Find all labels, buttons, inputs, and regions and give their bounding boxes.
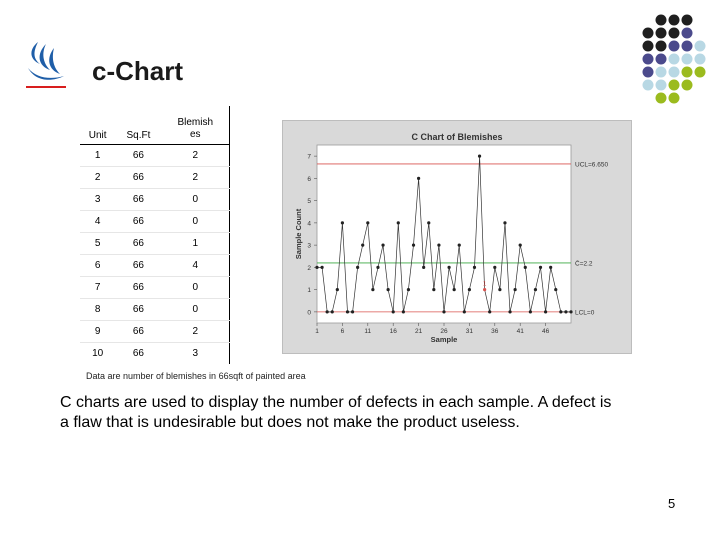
data-point bbox=[529, 310, 532, 313]
decorative-dot bbox=[669, 15, 680, 26]
data-point bbox=[397, 221, 400, 224]
decorative-dot bbox=[643, 80, 654, 91]
cell-unit: 7 bbox=[80, 277, 115, 299]
cell-blemishes: 4 bbox=[162, 255, 230, 277]
data-point bbox=[453, 288, 456, 291]
data-point bbox=[351, 310, 354, 313]
data-point bbox=[503, 221, 506, 224]
table-header-row bbox=[80, 106, 230, 145]
data-point bbox=[320, 266, 323, 269]
decorative-dot bbox=[656, 54, 667, 65]
cell-sqft: 66 bbox=[115, 189, 161, 211]
data-point bbox=[427, 221, 430, 224]
data-point bbox=[488, 310, 491, 313]
decorative-dot bbox=[682, 80, 693, 91]
cell-unit: 2 bbox=[80, 167, 115, 189]
cell-sqft: 66 bbox=[115, 145, 161, 167]
decorative-dot bbox=[669, 67, 680, 78]
data-point bbox=[569, 310, 572, 313]
out-of-control-marker: 1 bbox=[482, 281, 487, 288]
header-blemishes: Blemish es bbox=[162, 106, 230, 145]
table-row bbox=[80, 321, 230, 343]
data-point bbox=[463, 310, 466, 313]
data-point bbox=[493, 266, 496, 269]
y-tick-label: 5 bbox=[307, 198, 311, 206]
cell-unit: 6 bbox=[80, 255, 115, 277]
decorative-dot bbox=[656, 93, 667, 104]
data-point bbox=[336, 288, 339, 291]
decorative-dot bbox=[669, 93, 680, 104]
x-tick-label: 1 bbox=[315, 328, 319, 335]
page-number: 5 bbox=[668, 496, 676, 511]
data-point bbox=[524, 266, 527, 269]
data-point bbox=[417, 177, 420, 180]
decorative-dot bbox=[656, 28, 667, 39]
cell-blemishes: 1 bbox=[162, 233, 230, 255]
x-axis-label: Sample bbox=[430, 335, 458, 344]
table-row bbox=[80, 233, 230, 255]
data-point bbox=[366, 221, 369, 224]
cell-sqft: 66 bbox=[132, 348, 144, 359]
c-chart-panel bbox=[282, 120, 632, 354]
x-tick-label: 31 bbox=[465, 328, 474, 335]
decorative-dot bbox=[669, 54, 680, 65]
data-point bbox=[478, 155, 481, 158]
cell-sqft: 66 bbox=[115, 211, 161, 233]
x-tick-label: 26 bbox=[440, 328, 448, 335]
table-row bbox=[80, 145, 230, 167]
x-tick-label: 6 bbox=[340, 328, 345, 335]
slide-title: c-Chart bbox=[92, 56, 184, 86]
blemish-data-table bbox=[80, 106, 230, 364]
decorative-dot bbox=[656, 41, 667, 52]
x-tick-label: 11 bbox=[364, 328, 372, 335]
data-point bbox=[361, 244, 364, 247]
cell-blemishes: 3 bbox=[192, 348, 199, 359]
data-point bbox=[315, 266, 318, 269]
data-point bbox=[473, 266, 476, 269]
table-row bbox=[80, 343, 230, 365]
cell-sqft: 66 bbox=[115, 299, 161, 321]
data-point bbox=[392, 310, 395, 313]
table-row bbox=[80, 255, 230, 277]
decorative-dot bbox=[682, 15, 693, 26]
data-point bbox=[508, 310, 511, 313]
table-row bbox=[80, 211, 230, 233]
data-point bbox=[544, 310, 547, 313]
decorative-dot-grid bbox=[640, 12, 712, 122]
cell-blemishes: 0 bbox=[162, 211, 230, 233]
table-row bbox=[80, 167, 230, 189]
data-point bbox=[402, 310, 405, 313]
cell-sqft: 66 bbox=[115, 277, 161, 299]
decorative-dot bbox=[656, 80, 667, 91]
cell-blemishes: 0 bbox=[162, 299, 230, 321]
decorative-dot bbox=[695, 67, 706, 78]
y-tick-label: 7 bbox=[307, 153, 311, 161]
decorative-dot bbox=[656, 15, 667, 26]
data-point bbox=[407, 288, 410, 291]
decorative-dot bbox=[695, 41, 706, 52]
cell-sqft: 66 bbox=[115, 233, 161, 255]
data-point bbox=[356, 266, 359, 269]
chart-title: C Chart of Blemishes bbox=[411, 132, 503, 142]
cell-blemishes: 2 bbox=[162, 167, 230, 189]
cell-unit: 3 bbox=[80, 189, 115, 211]
center-label: C̄=2.2 bbox=[575, 260, 593, 268]
cell-sqft: 66 bbox=[115, 321, 161, 343]
table-row bbox=[80, 277, 230, 299]
data-point bbox=[331, 310, 334, 313]
lcl-label: LCL=0 bbox=[575, 309, 595, 317]
data-point bbox=[549, 266, 552, 269]
cell-sqft: 66 bbox=[115, 255, 161, 277]
plot-area bbox=[317, 145, 571, 323]
decorative-dot bbox=[669, 80, 680, 91]
x-tick-label: 41 bbox=[516, 328, 524, 335]
cell-unit: 9 bbox=[80, 321, 115, 343]
out-of-control-point bbox=[483, 288, 486, 291]
data-point bbox=[559, 310, 562, 313]
data-point bbox=[519, 244, 522, 247]
data-point bbox=[346, 310, 349, 313]
decorative-dot bbox=[695, 54, 706, 65]
y-tick-label: 0 bbox=[307, 309, 311, 317]
x-tick-label: 16 bbox=[389, 328, 397, 335]
decorative-dot bbox=[643, 54, 654, 65]
data-point bbox=[539, 266, 542, 269]
y-axis-label: Sample Count bbox=[294, 208, 303, 260]
data-point bbox=[387, 288, 390, 291]
body-text: C charts are used to display the number of defects in each sample. A defect is a flaw that is undesirable but does not make the product useless. bbox=[60, 394, 612, 431]
x-tick-label: 21 bbox=[414, 328, 423, 335]
decorative-dot bbox=[643, 67, 654, 78]
data-caption: Data are number of blemishes in 66sqft of painted area bbox=[86, 371, 306, 381]
data-point bbox=[412, 244, 415, 247]
cell-unit: 1 bbox=[80, 145, 115, 167]
data-point bbox=[381, 244, 384, 247]
ucl-label: UCL=6.650 bbox=[575, 161, 609, 169]
cell-blemishes: 2 bbox=[162, 321, 230, 343]
decorative-dot bbox=[682, 54, 693, 65]
x-tick-label: 36 bbox=[491, 328, 499, 335]
c-chart bbox=[283, 121, 631, 353]
decorative-dot bbox=[669, 41, 680, 52]
y-tick-label: 4 bbox=[307, 220, 311, 228]
table-row bbox=[80, 299, 230, 321]
data-point bbox=[437, 244, 440, 247]
data-point bbox=[341, 221, 344, 224]
decorative-dot bbox=[682, 28, 693, 39]
data-point bbox=[458, 244, 461, 247]
cell-sqft: 66 bbox=[115, 167, 161, 189]
y-tick-label: 3 bbox=[307, 242, 311, 250]
decorative-dot bbox=[682, 67, 693, 78]
data-point bbox=[432, 288, 435, 291]
cell-blemishes: 0 bbox=[162, 189, 230, 211]
cell-unit: 5 bbox=[80, 233, 115, 255]
y-tick-label: 2 bbox=[307, 264, 311, 272]
cell-unit: 8 bbox=[80, 299, 115, 321]
data-point bbox=[468, 288, 471, 291]
decorative-dot bbox=[643, 28, 654, 39]
data-point bbox=[376, 266, 379, 269]
decorative-dot bbox=[682, 41, 693, 52]
data-point bbox=[422, 266, 425, 269]
cell-blemishes: 2 bbox=[162, 145, 230, 167]
cell-unit: 4 bbox=[80, 211, 115, 233]
x-tick-label: 46 bbox=[541, 328, 550, 335]
decorative-dot bbox=[643, 41, 654, 52]
header-unit: Unit bbox=[80, 106, 115, 145]
data-point bbox=[564, 310, 567, 313]
data-point bbox=[498, 288, 501, 291]
decorative-dot bbox=[669, 28, 680, 39]
data-point bbox=[514, 288, 517, 291]
university-logo bbox=[22, 38, 70, 92]
table-row bbox=[80, 189, 230, 211]
data-point bbox=[447, 266, 450, 269]
header-sqft: Sq.Ft bbox=[115, 106, 161, 145]
data-point bbox=[442, 310, 445, 313]
y-tick-label: 1 bbox=[307, 287, 311, 295]
data-point bbox=[371, 288, 374, 291]
decorative-dot bbox=[656, 67, 667, 78]
data-point bbox=[326, 310, 329, 313]
cell-blemishes: 0 bbox=[162, 277, 230, 299]
data-point bbox=[554, 288, 557, 291]
data-point bbox=[534, 288, 537, 291]
y-tick-label: 6 bbox=[307, 175, 311, 183]
cell-unit: 10 bbox=[92, 348, 104, 359]
